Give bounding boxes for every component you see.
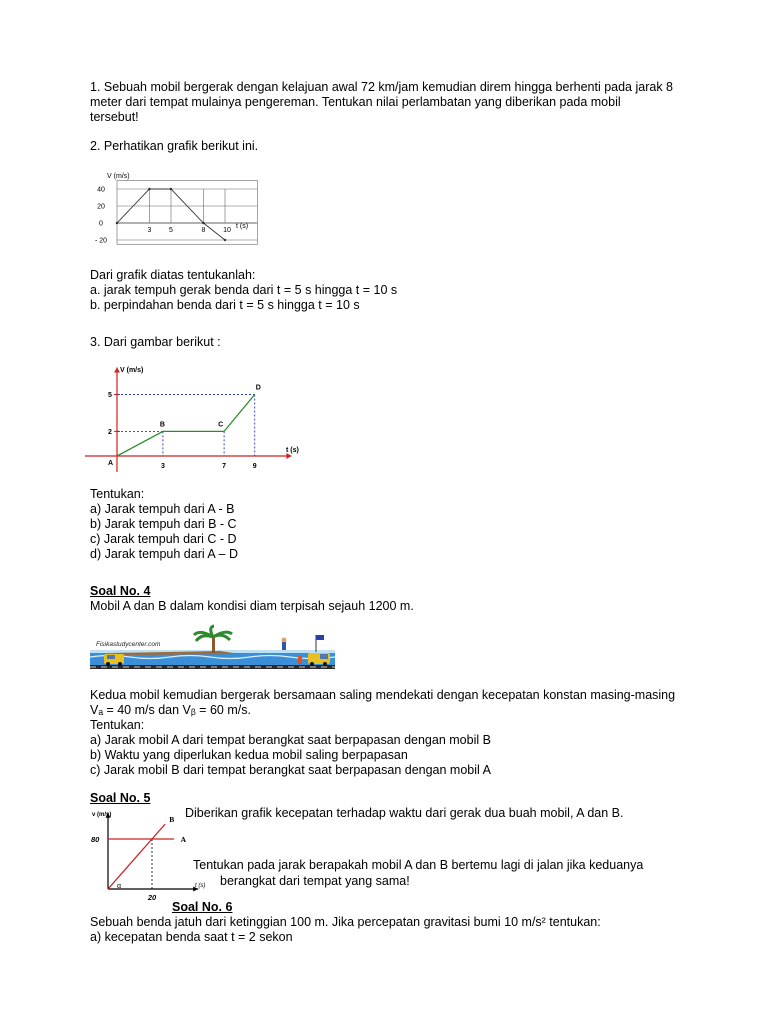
q5-velocity-chart bbox=[90, 807, 215, 902]
y-axis-label: v (m/s) bbox=[92, 812, 112, 818]
point-label-d: D bbox=[255, 384, 261, 392]
q3-item-d: d) Jarak tempuh dari A – D bbox=[90, 547, 238, 561]
series-line-b bbox=[108, 824, 165, 889]
q5-line-2: Tentukan pada jarak berapakah mobil A dan B bertemu lagi di jalan jika keduanya bbox=[193, 858, 644, 872]
y-tick-label: 20 bbox=[97, 203, 105, 211]
x-tick-label: 3 bbox=[147, 227, 152, 234]
q1-line-2: meter dari tempat mulainya pengereman. Tentukan nilai perlambatan yang diberikan pada mobil bbox=[90, 95, 621, 109]
data-point bbox=[170, 188, 172, 190]
point-label-a: A bbox=[108, 460, 114, 467]
q3-item-a: a) Jarak tempuh dari A - B bbox=[90, 502, 235, 516]
q4-item-a: a) Jarak mobil A dari tempat berangkat saat berpapasan dengan mobil B bbox=[90, 733, 491, 747]
q4-line-2: Kedua mobil kemudian bergerak bersamaan saling mendekati dengan kecepatan konstan masing-masing bbox=[90, 688, 676, 702]
q4-line-3: Vₐ = 40 m/s dan Vᵦ = 60 m/s. bbox=[90, 703, 251, 717]
chart-series-line bbox=[117, 395, 255, 457]
y-tick-label: - 20 bbox=[94, 237, 108, 245]
y-axis-label: V (m/s) bbox=[120, 367, 144, 374]
q5-line-1: Diberikan grafik kecepatan terhadap waktu dari gerak dua buah mobil, A dan B. bbox=[185, 806, 624, 820]
q1-line-3: tersebut! bbox=[90, 110, 139, 124]
y-tick-label: 2 bbox=[108, 428, 112, 436]
x-tick-label: 7 bbox=[222, 463, 227, 470]
x-tick-label: 5 bbox=[169, 227, 173, 234]
y-tick-label: 5 bbox=[108, 392, 112, 399]
q3-velocity-chart bbox=[90, 362, 320, 477]
q2-item-b: b. perpindahan benda dari t = 5 s hingga t = 10 s bbox=[90, 298, 360, 312]
chart-axes bbox=[85, 367, 291, 472]
marker-icon bbox=[298, 656, 302, 664]
data-point bbox=[116, 222, 118, 224]
q5-line-3: berangkat dari tempat yang sama! bbox=[220, 874, 410, 888]
x-tick-label: 10 bbox=[223, 227, 231, 234]
q2-item-a: a. jarak tempuh gerak benda dari t = 5 s hingga t = 10 s bbox=[90, 283, 398, 297]
chart-grid bbox=[117, 181, 257, 245]
point-label-c: C bbox=[218, 421, 224, 429]
x-tick-label: 8 bbox=[201, 227, 206, 234]
q2-velocity-chart bbox=[90, 165, 265, 255]
q2-intro: Dari grafik diatas tentukanlah: bbox=[90, 268, 256, 282]
x-tick-label: 9 bbox=[252, 463, 257, 470]
series-line bbox=[117, 395, 255, 457]
q5-heading: Soal No. 5 bbox=[90, 791, 151, 805]
data-point bbox=[203, 222, 205, 224]
y-tick-label: 0 bbox=[99, 220, 103, 228]
q4-item-c: c) Jarak mobil B dari tempat berangkat saat berpapasan dengan mobil A bbox=[90, 763, 491, 777]
y-tick-label: 80 bbox=[91, 835, 100, 844]
chart-frame bbox=[117, 181, 257, 245]
y-axis-label: V (m/s) bbox=[107, 173, 130, 180]
series-label-b: B bbox=[169, 815, 175, 824]
q6-line-1: Sebuah benda jatuh dari ketinggian 100 m. Jika percepatan gravitasi bumi 10 m/s² tentukan: bbox=[90, 915, 601, 929]
x-tick-label: 20 bbox=[147, 893, 157, 902]
person-icon bbox=[282, 638, 287, 651]
data-point bbox=[224, 239, 226, 241]
data-point bbox=[149, 188, 151, 190]
illustration-caption: Fisikastudycenter.com bbox=[96, 641, 161, 648]
q1-line-1: 1. Sebuah mobil bergerak dengan kelajuan awal 72 km/jam kemudian direm hingga berhenti pada jarak 8 bbox=[90, 80, 674, 94]
q3-intro: Tentukan: bbox=[90, 487, 145, 501]
y-tick-label: 40 bbox=[97, 186, 105, 194]
q6-heading: Soal No. 6 bbox=[172, 900, 233, 914]
point-label-b: B bbox=[159, 421, 165, 429]
q4-intro: Tentukan: bbox=[90, 718, 145, 732]
x-axis-label: t (s) bbox=[286, 447, 299, 454]
q4-heading: Soal No. 4 bbox=[90, 584, 151, 598]
angle-label: α bbox=[117, 883, 122, 890]
chart-series-lines bbox=[108, 824, 174, 889]
q4-item-b: b) Waktu yang diperlukan kedua mobil saling berpapasan bbox=[90, 748, 408, 762]
series-label-a: A bbox=[180, 835, 187, 844]
chart-guides bbox=[117, 395, 255, 457]
q6-item-a: a) kecepatan benda saat t = 2 sekon bbox=[90, 930, 293, 944]
q3-title: 3. Dari gambar berikut : bbox=[90, 335, 221, 349]
q2-title: 2. Perhatikan grafik berikut ini. bbox=[90, 139, 259, 153]
q4-line-1: Mobil A dan B dalam kondisi diam terpisah sejauh 1200 m. bbox=[90, 599, 414, 613]
q3-item-b: b) Jarak tempuh dari B - C bbox=[90, 517, 237, 531]
x-axis-label: t (s) bbox=[236, 223, 249, 230]
q3-item-c: c) Jarak tempuh dari C - D bbox=[90, 532, 237, 546]
x-axis-label: t (s) bbox=[195, 883, 206, 889]
x-tick-label: 3 bbox=[160, 463, 165, 470]
q4-illustration bbox=[90, 627, 335, 669]
